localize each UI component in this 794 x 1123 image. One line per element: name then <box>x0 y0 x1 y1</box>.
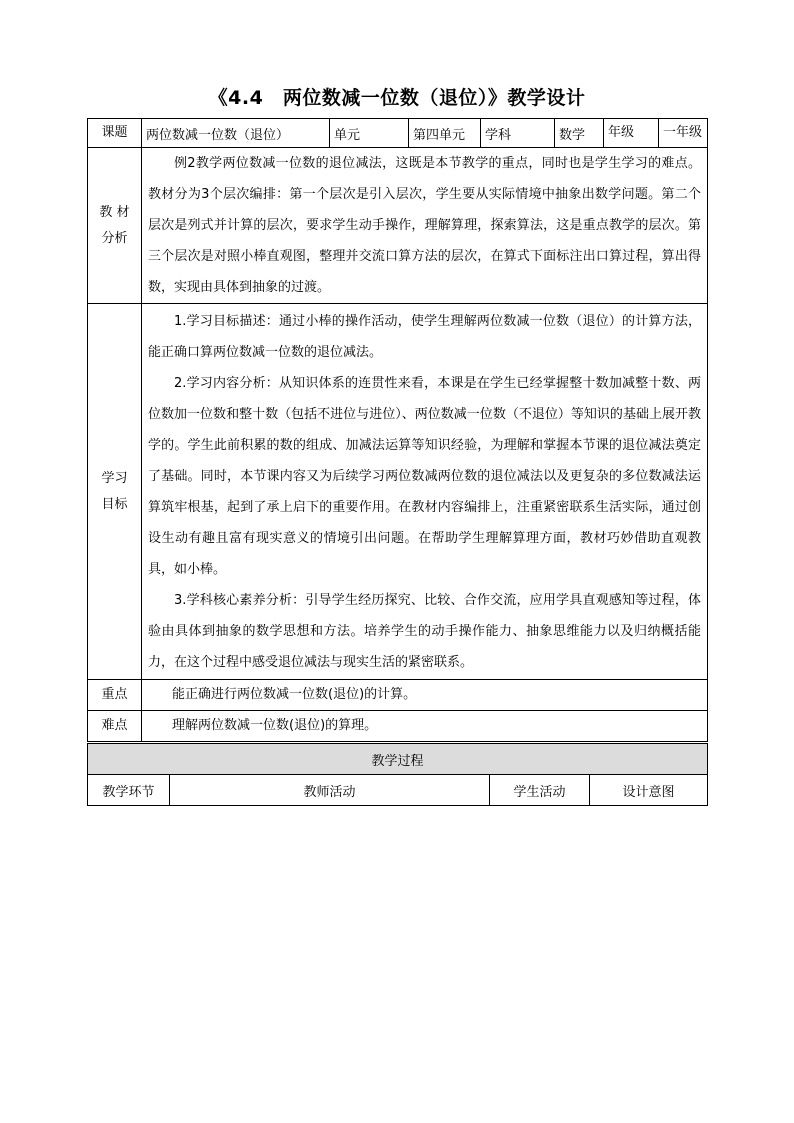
difficulty-row <box>88 711 708 742</box>
grade-label: 年级 <box>604 119 659 147</box>
process-table <box>87 743 708 806</box>
process-header-row <box>88 775 708 806</box>
key-point-label: 重点 <box>88 680 142 711</box>
header-row <box>88 119 708 148</box>
subject-label: 学科 <box>481 119 555 148</box>
learning-goals-row <box>88 304 708 680</box>
unit-value: 第四单元 <box>409 119 481 148</box>
learning-goals-cell <box>142 304 708 680</box>
topic-value: 两位数减一位数（退位） <box>142 119 330 148</box>
grade-cell <box>604 119 708 148</box>
topic-label: 课题 <box>88 119 142 148</box>
unit-label: 单元 <box>330 119 409 148</box>
grade-value: 一年级 <box>663 125 703 140</box>
textbook-analysis-text: 例2教学两位数减一位数的退位减法，这既是本节教学的重点，同时也是学生学习的难点。教材分为3个层次编排：第一个层次是引入层次，学生要从实际情境中抽象出数学问题。第二个层次是列式并计算的层次，要求学生动手操作，理解算理，探索算法，这是重点教学的层次。第三个层次是对照小棒直观图，整理并交流口算方法的层次，在算式下面标注出口算过程，算出得数，实现由具体到抽象的过渡。 <box>148 156 702 295</box>
difficulty-text: 理解两位数减一位数(退位)的算理。 <box>142 711 708 742</box>
goal-paragraph-1: 1.学习目标描述：通过小棒的操作活动，使学生理解两位数减一位数（退位）的计算方法，能正确口算两位数减一位数的退位减法。 <box>148 313 702 360</box>
textbook-analysis-cell <box>142 148 708 304</box>
learning-goals-label: 学习 目标 <box>88 304 142 680</box>
key-point-text: 能正确进行两位数减一位数(退位)的计算。 <box>142 680 708 711</box>
subject-value: 数学 <box>555 119 604 148</box>
process-col-teacher: 教师活动 <box>170 775 490 806</box>
textbook-analysis-label: 教 材 分析 <box>88 148 142 304</box>
goal-paragraph-2: 2.学习内容分析：从知识体系的连贯性来看，本课是在学生已经掌握整十数加减整十数、两位数加一位数和整十数（包括不进位与进位）、两位数减一位数（不退位）等知识的基础上展开教学的。学生此前积累的数的组成、加减法运算等知识经验，为理解和掌握本节课的退位减法奠定了基础。同时，本节课内容又为后续学习两位数减两位数的退位减法以及更复杂的多位数减法运算筑牢根基，起到了承上启下的重要作用。在教材内容编排上，注重紧密联系生活实际，通过创设生动有趣且富有现实意义的情境引出问题。在帮助学生理解算理方面，教材巧妙借助直观教具，如小棒。 <box>148 375 702 577</box>
goal-paragraph-3: 3.学科核心素养分析：引导学生经历探究、比较、合作交流，应用学具直观感知等过程，体验由具体到抽象的数学思想和方法。培养学生的动手操作能力、抽象思维能力以及归纳概括能力，在这个过程中感受退位减法与现实生活的紧密联系。 <box>148 592 702 670</box>
document-title: 《4.4 两位数减一位数（退位）》教学设计 <box>208 87 586 109</box>
textbook-analysis-row <box>88 148 708 304</box>
process-col-stage: 教学环节 <box>88 775 170 806</box>
process-col-intent: 设计意图 <box>590 775 708 806</box>
difficulty-label: 难点 <box>88 711 142 742</box>
key-point-row <box>88 680 708 711</box>
lesson-plan-table <box>87 118 708 742</box>
process-title-row <box>88 744 708 775</box>
process-title: 教学过程 <box>88 744 708 775</box>
process-col-student: 学生活动 <box>490 775 590 806</box>
